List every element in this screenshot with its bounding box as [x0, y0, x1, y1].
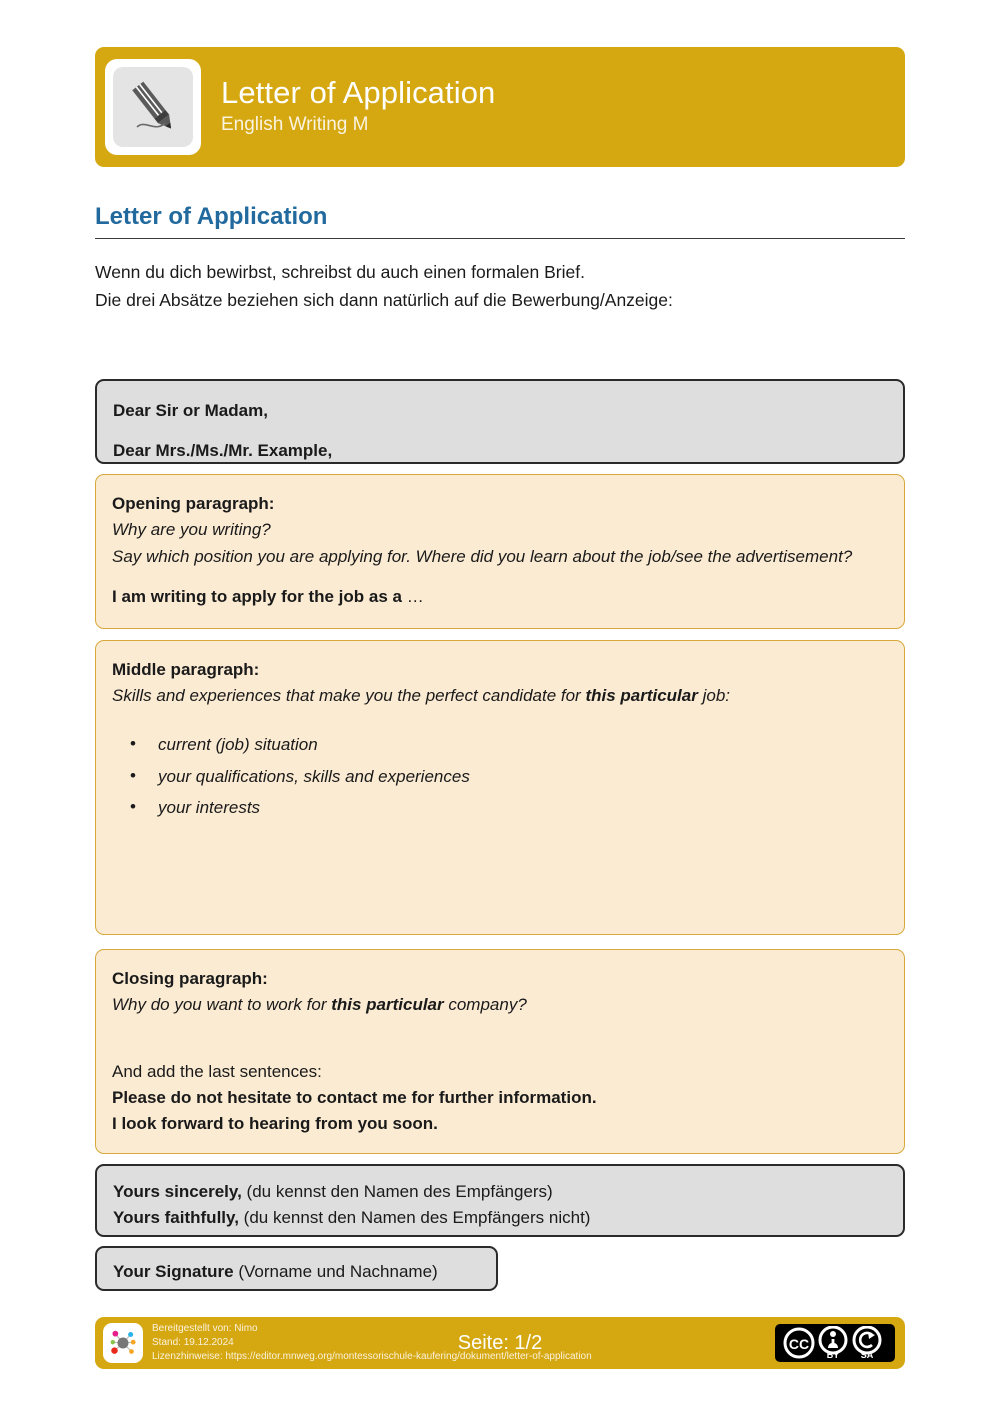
- list-item: • your qualifications, skills and experiences: [112, 764, 888, 791]
- middle-prompt: [112, 683, 888, 709]
- middle-prompt-pre: Skills and experiences that make you the perfect candidate for: [112, 686, 586, 706]
- salutation-line-2: Dear Mrs./Ms./Mr. Example,: [113, 441, 333, 461]
- signoff-box: [95, 1164, 905, 1237]
- closing-spacer: [112, 1019, 888, 1059]
- closing-sentence-1: Please do not hesitate to contact me for further information.: [112, 1088, 597, 1108]
- cc-license-badge[interactable]: [775, 1324, 895, 1362]
- closing-prompt: [112, 992, 888, 1018]
- signoff-line-1-bold: Yours sincerely,: [113, 1182, 242, 1201]
- page-title: Letter of Application: [95, 203, 328, 230]
- middle-prompt-emphasis: this particular: [585, 686, 698, 706]
- closing-prompt-post: company?: [443, 995, 527, 1015]
- middle-heading: Middle paragraph:: [112, 660, 260, 679]
- signoff-line-1: [113, 1179, 887, 1205]
- header-icon-tile: [105, 59, 201, 155]
- header-title: Letter of Application: [221, 75, 496, 111]
- opening-example-ellipsis: …: [406, 587, 424, 607]
- mnweg-network-logo-icon: [103, 1323, 143, 1363]
- svg-text:BY: BY: [826, 1350, 840, 1360]
- signature-label-bold: Your Signature: [113, 1262, 234, 1281]
- signature-box: [95, 1246, 498, 1291]
- footer-provided-by: Bereitgestellt von: Nimo: [152, 1322, 258, 1334]
- salutation-box: [95, 379, 905, 464]
- opening-example-text: I am writing to apply for the job as a: [112, 587, 402, 607]
- opening-heading: Opening paragraph:: [112, 494, 275, 513]
- intro-line-1: Wenn du dich bewirbst, schreibst du auch einen formalen Brief.: [95, 262, 585, 282]
- list-item: • current (job) situation: [112, 732, 888, 759]
- signoff-line-2-rest: (du kennst den Namen des Empfängers nicht): [238, 1208, 591, 1228]
- middle-prompt-post: job:: [697, 686, 730, 706]
- middle-paragraph-box: [95, 640, 905, 935]
- closing-prompt-emphasis: this particular: [331, 995, 444, 1015]
- signoff-line-2-bold: Yours faithfully,: [113, 1208, 239, 1228]
- section-heading-block: [95, 203, 905, 239]
- pencil-icon: [113, 67, 193, 147]
- footer-date: Stand: 19.12.2024: [152, 1336, 234, 1348]
- intro-line-2: Die drei Absätze beziehen sich dann natürlich auf die Bewerbung/Anzeige:: [95, 290, 673, 311]
- closing-sentence-2: I look forward to hearing from you soon.: [112, 1114, 438, 1134]
- document-footer-bar: [95, 1317, 905, 1369]
- signature-line: [113, 1259, 480, 1285]
- signoff-line-1-rest: (du kennst den Namen des Empfängers): [241, 1182, 553, 1201]
- signoff-line-2: [113, 1205, 887, 1231]
- section-divider: [95, 238, 905, 239]
- closing-prompt-pre: Why do you want to work for: [112, 995, 332, 1015]
- footer-license-note: Lizenzhinweise: https://editor.mnweg.org/montessorischule-kaufering/dokument/letter-of-application: [152, 1351, 592, 1363]
- header-text-block: [221, 76, 495, 137]
- opening-paragraph-box: [95, 474, 905, 629]
- opening-prompt-1: Why are you writing?: [112, 520, 271, 540]
- header-subtitle: English Writing M: [221, 114, 369, 136]
- document-header-banner: [95, 47, 905, 167]
- footer-metadata: [152, 1322, 592, 1365]
- svg-text:CC: CC: [788, 1336, 810, 1352]
- list-item: • your interests: [112, 795, 888, 822]
- opening-example-sentence: [112, 584, 888, 610]
- opening-prompt-2: Say which position you are applying for. Where did you learn about the job/see the advertisement?: [112, 546, 853, 566]
- signature-label-rest: (Vorname und Nachname): [233, 1262, 438, 1281]
- middle-bullet-list: [112, 732, 888, 823]
- intro-paragraph: [95, 258, 905, 315]
- svg-text:SA: SA: [860, 1350, 874, 1360]
- closing-add-label: And add the last sentences:: [112, 1061, 322, 1081]
- salutation-line-1: Dear Sir or Madam,: [113, 401, 268, 420]
- closing-heading: Closing paragraph:: [112, 969, 268, 988]
- closing-paragraph-box: [95, 949, 905, 1154]
- footer-page-number: Seite: 1/2: [457, 1331, 543, 1354]
